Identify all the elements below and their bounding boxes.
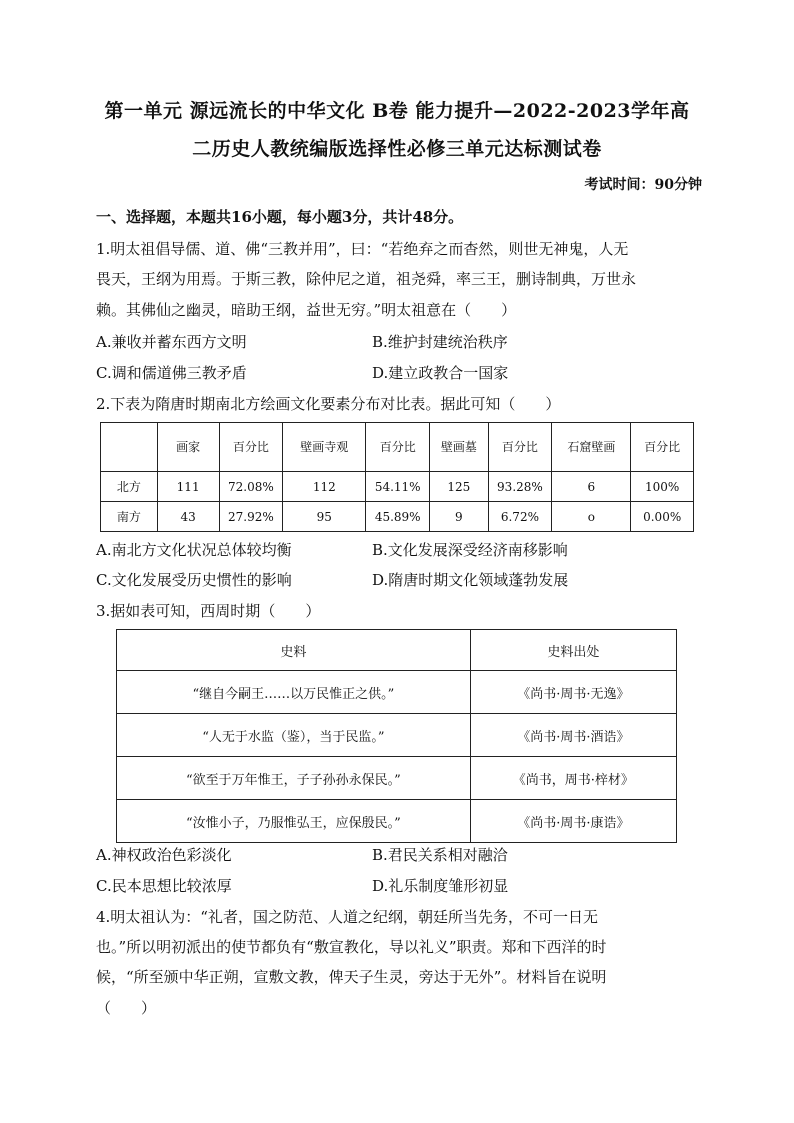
table-cell: 《尚书，周书·梓材》: [470, 757, 676, 800]
table-header-cell: 史料出处: [470, 630, 676, 671]
table-cell: 111: [157, 472, 219, 502]
table-cell: 《尚书·周书·酒诰》: [470, 714, 676, 757]
q3-stem: 3.据如表可知，西周时期（ ）: [96, 602, 321, 620]
table-header-cell: 壁画寺观: [283, 423, 366, 472]
historical-sources-table: [116, 629, 677, 843]
q3-option-c[interactable]: C.民本思想比较浓厚: [96, 877, 232, 895]
q4-stem-line-2: 也。”所以明初派出的使节都负有“敷宣教化，导以礼义”职责。郑和下西洋的时: [96, 938, 607, 956]
q4-stem-line-3: 候，“所至颁中华正朔，宣敷文教，俾天子生灵，旁达于无外”。材料旨在说明: [96, 968, 607, 986]
q2-option-d[interactable]: D.隋唐时期文化领域蓬勃发展: [372, 571, 569, 589]
q2-option-a[interactable]: A.南北方文化状况总体较均衡: [96, 541, 292, 559]
table-cell: 54.11%: [366, 472, 430, 502]
table-cell: o: [552, 502, 631, 532]
q2-option-b[interactable]: B.文化发展深受经济南移影响: [372, 541, 568, 559]
q1-stem-line-1: 1.明太祖倡导儒、道、佛“三教并用”，曰：“若绝弃之而杳然，则世无神鬼，人无: [96, 240, 629, 258]
q2-stem: 2.下表为隋唐时期南北方绘画文化要素分布对比表。据此可知（ ）: [96, 395, 561, 413]
q1-option-d[interactable]: D.建立政教合一国家: [372, 364, 509, 382]
table-header-row: [117, 630, 677, 671]
table-row: [117, 800, 677, 843]
table-row: [117, 714, 677, 757]
table-cell: 0.00%: [631, 502, 694, 532]
q1-option-b[interactable]: B.维护封建统治秩序: [372, 333, 508, 351]
table-header-cell: 百分比: [488, 423, 552, 472]
table-cell: 27.92%: [219, 502, 283, 532]
table-cell: 9: [430, 502, 488, 532]
painting-distribution-table: [100, 422, 694, 532]
table-row: [117, 671, 677, 714]
page-title-line-2: 二历史人教统编版选择性必修三单元达标测试卷: [192, 138, 602, 160]
table-row: [101, 472, 694, 502]
table-cell: “继自今嗣王……以万民惟正之供。”: [117, 671, 471, 714]
q2-option-c[interactable]: C.文化发展受历史惯性的影响: [96, 571, 292, 589]
table-cell: 125: [430, 472, 488, 502]
table-cell: 95: [283, 502, 366, 532]
q3-option-b[interactable]: B.君民关系相对融洽: [372, 846, 508, 864]
table-cell: 43: [157, 502, 219, 532]
q3-option-d[interactable]: D.礼乐制度雏形初显: [372, 877, 509, 895]
table-cell: 45.89%: [366, 502, 430, 532]
table-header-cell: [101, 423, 158, 472]
table-cell: 6.72%: [488, 502, 552, 532]
table-header-cell: 百分比: [631, 423, 694, 472]
table-cell: “人无于水监（鉴），当于民监。”: [117, 714, 471, 757]
table-header-cell: 百分比: [219, 423, 283, 472]
table-cell: “汝惟小子，乃服惟弘王，应保殷民。”: [117, 800, 471, 843]
table-cell: 93.28%: [488, 472, 552, 502]
table-row: [101, 502, 694, 532]
table-cell: 100%: [631, 472, 694, 502]
q1-stem-line-2: 畏天，王纲为用焉。于斯三教，除仲尼之道，祖尧舜，率三王，删诗制典，万世永: [96, 270, 637, 288]
page-title-line-1: 第一单元 源远流长的中华文化 B卷 能力提升—2022-2023学年高: [104, 100, 690, 122]
q1-stem-line-3: 赖。其佛仙之幽灵，暗助王纲，益世无穷。”明太祖意在（ ）: [96, 301, 517, 319]
table-cell: 72.08%: [219, 472, 283, 502]
table-header-cell: 石窟壁画: [552, 423, 631, 472]
exam-time: 考试时间：90分钟: [584, 177, 702, 193]
section-heading: 一、选择题，本题共16小题，每小题3分，共计48分。: [96, 208, 464, 226]
table-cell: 112: [283, 472, 366, 502]
table-cell: 北方: [101, 472, 158, 502]
table-cell: “欲至于万年惟王，子子孙孙永保民。”: [117, 757, 471, 800]
table-header-cell: 壁画墓: [430, 423, 488, 472]
table-header-row: [101, 423, 694, 472]
q1-option-a[interactable]: A.兼收并蓄东西方文明: [96, 333, 247, 351]
table-header-cell: 画家: [157, 423, 219, 472]
table-cell: 《尚书·周书·无逸》: [470, 671, 676, 714]
q4-stem-line-1: 4.明太祖认为：“礼者，国之防范、人道之纪纲，朝廷所当先务，不可一日无: [96, 908, 598, 926]
table-cell: 6: [552, 472, 631, 502]
table-cell: 南方: [101, 502, 158, 532]
table-header-cell: 史料: [117, 630, 471, 671]
table-header-cell: 百分比: [366, 423, 430, 472]
q4-stem-line-4: （ ）: [96, 999, 157, 1017]
q3-option-a[interactable]: A.神权政治色彩淡化: [96, 846, 232, 864]
table-row: [117, 757, 677, 800]
q1-option-c[interactable]: C.调和儒道佛三教矛盾: [96, 364, 247, 382]
table-cell: 《尚书·周书·康诰》: [470, 800, 676, 843]
